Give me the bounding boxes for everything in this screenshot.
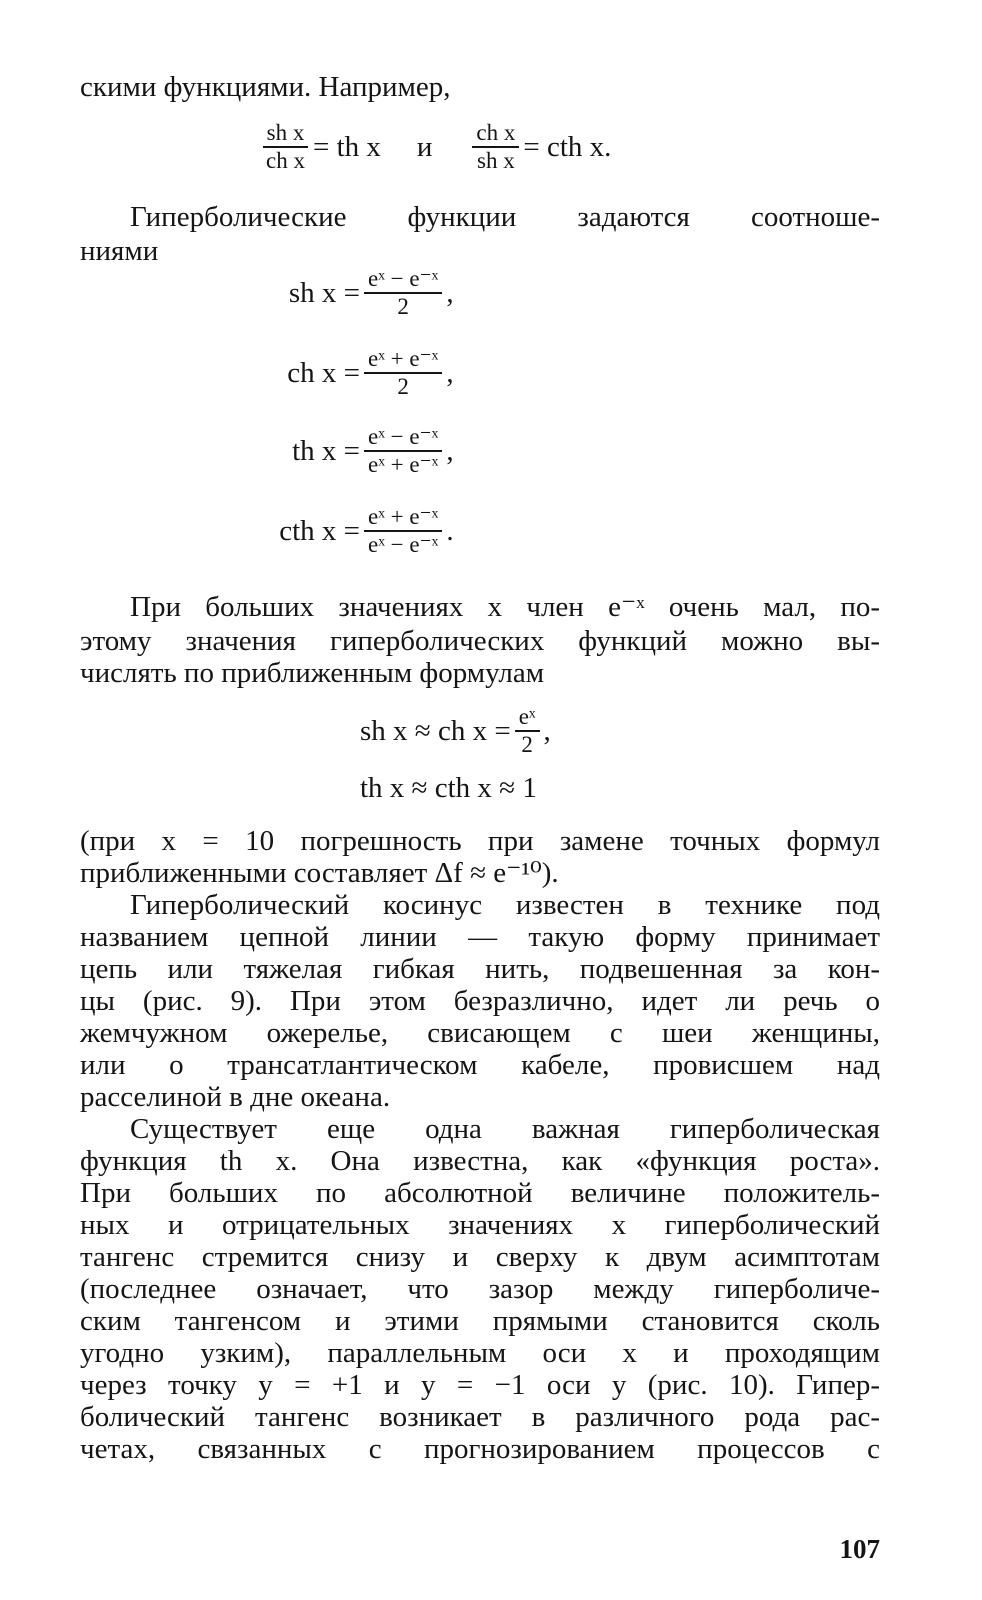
- text-line: четах, связанных с прогнозированием процессов с: [80, 1433, 880, 1465]
- formula-approx-sh: [360, 704, 551, 758]
- formula-cth: [250, 504, 454, 558]
- text-line: ных и отрицательных значениях x гиперболический: [80, 1209, 880, 1241]
- text-line: угодно узким), параллельным оси x и проходящим: [80, 1337, 880, 1369]
- numerator: sh x: [263, 120, 309, 148]
- fraction: [364, 266, 442, 320]
- formula-lhs: sh x ≈ ch x =: [360, 714, 511, 747]
- numerator: eˣ: [515, 704, 540, 732]
- text-line: этому значения гиперболических функций можно вы-: [80, 625, 880, 657]
- text-line: (при x = 10 погрешность при замене точных формул: [80, 825, 880, 857]
- text-line: или о трансатлантическом кабеле, провисшем над: [80, 1049, 880, 1081]
- fraction: [472, 120, 519, 174]
- formula-lhs: sh x =: [288, 276, 360, 309]
- text-line: цы (рис. 9). При этом безразлично, идет ли речь о: [80, 985, 880, 1017]
- text-line: через точку y = +1 и y = −1 оси y (рис. 10). Гипер-: [80, 1369, 880, 1401]
- formula-sh: [250, 266, 454, 320]
- numerator: eˣ − e⁻ˣ: [364, 424, 442, 452]
- text-line: При больших значениях x член e⁻ˣ очень мал, по-: [130, 591, 880, 623]
- numerator: eˣ + e⁻ˣ: [364, 504, 442, 532]
- denominator: eˣ − e⁻ˣ: [368, 532, 439, 557]
- punctuation: ,: [446, 276, 454, 309]
- text-line: тангенс стремится снизу и сверху к двум асимптотам: [80, 1241, 880, 1273]
- numerator: ch x: [472, 120, 519, 148]
- formula-lhs: ch x =: [287, 356, 360, 389]
- punctuation: ,: [446, 434, 454, 467]
- denominator: 2: [397, 294, 409, 319]
- text-line: При больших по абсолютной величине положитель-: [80, 1177, 880, 1209]
- formula-text: th x ≈ cth x ≈ 1: [360, 772, 537, 804]
- fraction: [364, 346, 442, 400]
- text-line: функция th x. Она известна, как «функция роста».: [80, 1145, 880, 1177]
- numerator: eˣ − e⁻ˣ: [364, 266, 442, 294]
- text-line: числять по приближенным формулам: [80, 657, 545, 689]
- formula-th: [250, 424, 454, 478]
- conjunction: и: [416, 130, 433, 163]
- text-line: ским тангенсом и этими прямыми становится сколь: [80, 1305, 880, 1337]
- text-line: приближенными составляет Δf ≈ e⁻¹⁰).: [80, 857, 559, 889]
- formula-lhs: cth x =: [279, 514, 360, 547]
- formula-rhs: = th x: [312, 130, 381, 163]
- denominator: ch x: [266, 148, 305, 173]
- denominator: 2: [521, 732, 533, 757]
- denominator: sh x: [477, 148, 515, 173]
- punctuation: ,: [543, 714, 551, 747]
- fraction: [262, 120, 309, 174]
- formula-lhs: th x =: [292, 434, 360, 467]
- text-line: названием цепной линии — такую форму принимает: [80, 921, 880, 953]
- text-line: цепь или тяжелая гибкая нить, подвешенная за кон-: [80, 953, 880, 985]
- text-line: жемчужном ожерелье, свисающем с шеи женщины,: [80, 1017, 880, 1049]
- text-line: ниями: [80, 235, 159, 267]
- fraction: [364, 424, 442, 478]
- formula-ratios: [258, 120, 611, 174]
- denominator: 2: [397, 374, 409, 399]
- formula-rhs: = cth x.: [523, 130, 612, 163]
- fraction: [364, 504, 442, 558]
- page-number: 107: [839, 1534, 880, 1564]
- text-line: Гиперболический косинус известен в технике под: [130, 889, 880, 921]
- denominator: eˣ + e⁻ˣ: [368, 452, 439, 477]
- text-line: (последнее означает, что зазор между гиперболиче-: [80, 1273, 880, 1305]
- text-line: Существует еще одна важная гиперболическая: [130, 1113, 880, 1145]
- text-line: расселиной в дне океана.: [80, 1081, 391, 1113]
- text-line: скими функциями. Например,: [80, 71, 451, 103]
- formula-approx-th: [360, 772, 537, 805]
- text-line: Гиперболические функции задаются соотноше-: [130, 201, 880, 233]
- fraction: [515, 704, 540, 758]
- formula-ch: [250, 346, 454, 400]
- numerator: eˣ + e⁻ˣ: [364, 346, 442, 374]
- punctuation: .: [446, 514, 454, 547]
- punctuation: ,: [446, 356, 454, 389]
- text-line: болический тангенс возникает в различного рода рас-: [80, 1401, 880, 1433]
